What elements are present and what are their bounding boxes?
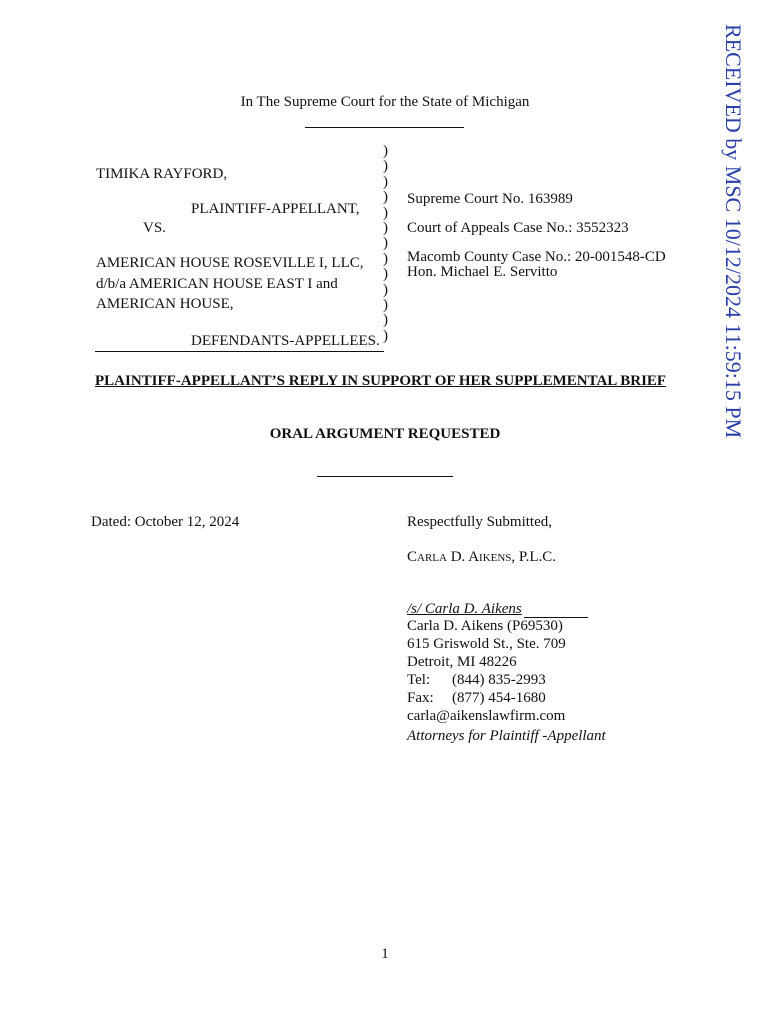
email-address: carla@aikenslawfirm.com	[407, 708, 566, 724]
paren: )	[383, 327, 388, 344]
attorney-role: Attorneys for Plaintiff -Appellant	[407, 728, 606, 744]
paren: )	[383, 189, 388, 206]
paren: )	[383, 266, 388, 283]
defendant-line-3: AMERICAN HOUSE,	[96, 296, 234, 312]
tel-number: (844) 835-2993	[452, 672, 546, 688]
fax-number: (877) 454-1680	[452, 690, 546, 706]
defendant-line-1: AMERICAN HOUSE ROSEVILLE I, LLC,	[96, 255, 364, 271]
county-case-number: Macomb County Case No.: 20-001548-CD	[407, 249, 666, 265]
page-number: 1	[381, 946, 389, 962]
title-underline	[305, 127, 464, 128]
paren: )	[383, 173, 388, 190]
supreme-court-number: Supreme Court No. 163989	[407, 191, 573, 207]
fax-label: Fax:	[407, 690, 434, 706]
court-of-appeals-number: Court of Appeals Case No.: 3552323	[407, 220, 629, 236]
judge-name: Hon. Michael E. Servitto	[407, 264, 558, 280]
paren: )	[383, 312, 388, 329]
defendant-line-2: d/b/a AMERICAN HOUSE EAST I and	[96, 276, 338, 292]
paren: )	[383, 235, 388, 252]
brief-title: PLAINTIFF-APPELLANT’S REPLY IN SUPPORT OF HER SUPPLEMENTAL BRIEF	[95, 373, 667, 389]
caption-divider	[383, 144, 388, 344]
dated-line: Dated: October 12, 2024	[91, 514, 240, 530]
plaintiff-name: TIMIKA RAYFORD,	[96, 166, 228, 182]
paren: )	[383, 281, 388, 298]
street-address: 615 Griswold St., Ste. 709	[407, 636, 566, 652]
court-title: In The Supreme Court for the State of Michigan	[240, 94, 530, 110]
paren: )	[383, 219, 388, 236]
paren: )	[383, 204, 388, 221]
e-signature: /s/ Carla D. Aikens	[407, 601, 522, 617]
paren: )	[383, 296, 388, 313]
attorney-name: Carla D. Aikens (P69530)	[407, 618, 563, 634]
plaintiff-role: PLAINTIFF-APPELLANT,	[191, 201, 360, 217]
telephone-line	[407, 671, 546, 689]
oral-argument-request: ORAL ARGUMENT REQUESTED	[269, 426, 501, 442]
closing-text: Respectfully Submitted,	[407, 514, 552, 530]
caption-underline	[95, 351, 384, 352]
paren: )	[383, 250, 388, 267]
signature-line	[407, 600, 588, 618]
city-address: Detroit, MI 48226	[407, 654, 517, 670]
paren: )	[383, 158, 388, 175]
law-firm-name: Carla D. Aikens, P.L.C.	[407, 549, 557, 565]
paren: )	[383, 143, 388, 159]
fax-line	[407, 689, 546, 707]
tel-label: Tel:	[407, 672, 431, 688]
section-divider	[317, 476, 453, 477]
defendant-role: DEFENDANTS-APPELLEES.	[191, 333, 380, 349]
signature-rule	[524, 603, 588, 618]
versus-label: VS.	[143, 220, 166, 236]
received-stamp: RECEIVED by MSC 10/12/2024 11:59:15 PM	[721, 24, 746, 439]
